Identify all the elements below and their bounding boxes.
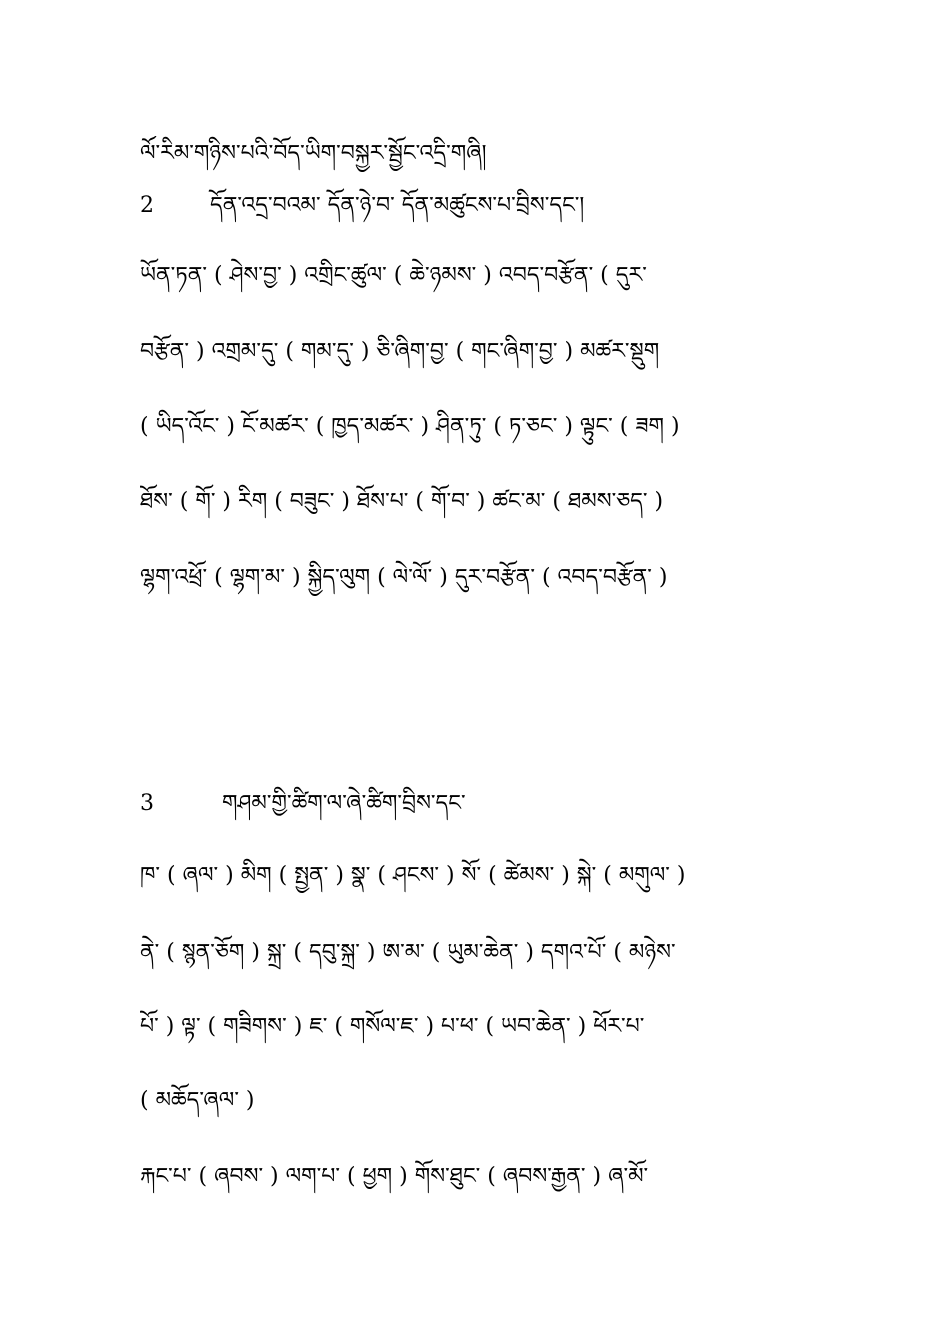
- section-2-number: 2: [140, 193, 154, 218]
- section-2-line: ཐོས་ ( གོ་ ) རིག ( བཟུང་ ) ཐོས་པ་ ( གོ་བ་ ) ཚང་མ་ ( ཐམས་ཅད་ ): [140, 489, 664, 514]
- section-2-line: ཡོན་ཏན་ ( ཤེས་བྱ་ ) འགྲིང་ཚུལ་ ( ཆེ་ཉམས་ ) འབད་བརྩོན་ ( དུར་: [140, 263, 647, 288]
- section-3-line: པོ་ ) ལྟ་ ( གཟིགས་ ) ཇ་ ( གསོལ་ཇ་ ) པ་ཕ་ ( ཡབ་ཆེན་ ) ཕོར་པ་: [140, 1014, 645, 1039]
- section-3-line: ( མཆོད་ཞལ་ ): [140, 1088, 255, 1113]
- section-2-line: བརྩོན་ ) འགྲམ་དུ་ ( གམ་དུ་ ) ཅི་ཞིག་བྱ་ ( གང་ཞིག་བྱ་ ) མཚར་སྡུག: [140, 339, 660, 364]
- section-2-heading: དོན་འདྲ་བའམ་ དོན་ཉེ་བ་ དོན་མཚུངས་པ་བྲིས་དང་།: [210, 193, 585, 218]
- section-2-heading-row: [140, 188, 820, 224]
- section-3-line: རྐང་པ་ ( ཞབས་ ) ལག་པ་ ( ཕྱག ) གོས་ཐུང་ ( ཞབས་རྒྱན་ ) ཞ་མོ་: [140, 1164, 649, 1189]
- section-2-line: ( ཡིད་འོང་ ) ངོ་མཚར་ ( ཁྱད་མཚར་ ) ཤིན་ཏུ་ ( ཏ་ཅང་ ) ལྟུང་ ( ཟག ): [140, 414, 680, 439]
- section-2-line: ལྷག་འཕྲོ་ ( ལྷག་མ་ ) སྐྱིད་ལུག ( ལེ་ལོ་ ) དུར་བརྩོན་ ( འབད་བརྩོན་ ): [140, 565, 668, 590]
- section-3-line: ནེ་ ( སྙན་ཅོག ) སྐྲ་ ( དབུ་སྐྲ་ ) ཨ་མ་ ( ཡུམ་ཆེན་ ) དགའ་པོ་ ( མཉེས་: [140, 940, 676, 965]
- section-3-heading: གཤམ་གྱི་ཚིག་ལ་ཞེ་ཚིག་བྲིས་དང་: [222, 791, 466, 816]
- section-3-number: 3: [140, 791, 154, 816]
- section-3-heading-row: [140, 786, 820, 822]
- section-3-line: ཁ་ ( ཞལ་ ) མིག ( སྤྱན་ ) སྣ་ ( ཤངས་ ) སོ་ ( ཚེམས་ ) སྐེ་ ( མགུལ་ ): [140, 863, 686, 888]
- document-title: ལོ་རིམ་གཉིས་པའི་བོད་ཡིག་བསྐྱར་སྦྱོང་འདྲི་གཞི།: [140, 141, 487, 166]
